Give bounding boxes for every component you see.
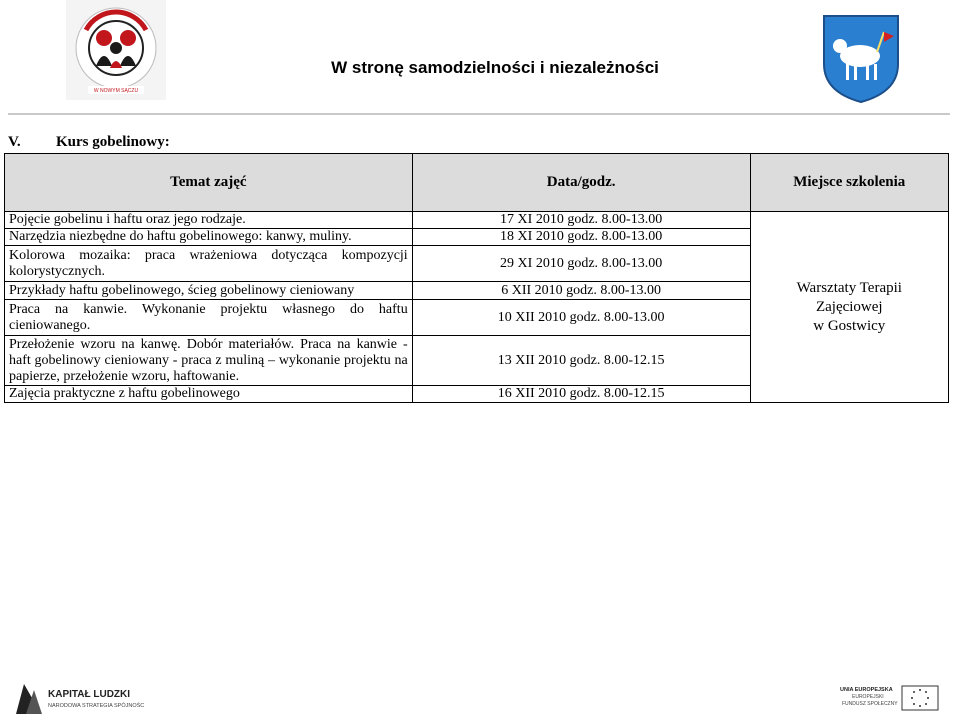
schedule-table [4, 153, 949, 403]
header-date: Data/godz. [412, 154, 750, 212]
pcpr-logo [66, 0, 166, 100]
eu-logo [838, 684, 948, 719]
header-topic: Temat zajęć [5, 154, 413, 212]
place-line: w Gostwicy [813, 317, 886, 334]
section-title: Kurs gobelinowy: [56, 134, 170, 150]
row-date: 17 XI 2010 godz. 8.00-13.00 [412, 212, 750, 229]
pcpr-logo-icon [66, 0, 166, 100]
place-line: Warsztaty Terapii [796, 279, 902, 296]
table-header-row [5, 154, 949, 212]
row-topic: Przełożenie wzoru na kanwę. Dobór materiałów. Praca na kanwie - haft gobelinowy cieniowany - praca z muliną – wykonanie projektu na papierze, przełożenie wzoru, haftowanie. [5, 336, 413, 386]
eu-line2: EUROPEJSKI [852, 694, 884, 700]
pcpr-logo-bottom-text: W NOWYM SĄCZU [93, 88, 139, 94]
row-date: 6 XII 2010 godz. 8.00-13.00 [412, 282, 750, 300]
row-date: 10 XII 2010 godz. 8.00-13.00 [412, 300, 750, 336]
kapital-ludzki-icon [14, 680, 144, 716]
eu-line3: FUNDUSZ SPOŁECZNY [842, 701, 898, 707]
kapital-ludzki-line2: NARODOWA STRATEGIA SPÓJNOŚCI [48, 703, 144, 709]
row-date: 16 XII 2010 godz. 8.00-12.15 [412, 386, 750, 403]
row-topic: Zajęcia praktyczne z haftu gobelinowego [5, 386, 413, 403]
kapital-ludzki-line1: KAPITAŁ LUDZKI [48, 689, 131, 700]
row-topic: Kolorowa mozaika: praca wrażeniowa dotycząca kompozycji kolorystycznych. [5, 246, 413, 282]
section-heading [8, 134, 170, 151]
training-place [750, 212, 948, 403]
row-topic: Pojęcie gobelinu i haftu oraz jego rodzaje. [5, 212, 413, 229]
header-divider [8, 113, 950, 115]
eu-line1: UNIA EUROPEJSKA [840, 687, 893, 693]
kapital-ludzki-logo [14, 680, 144, 721]
row-topic: Praca na kanwie. Wykonanie projektu własnego do haftu cieniowanego. [5, 300, 413, 336]
row-date: 18 XI 2010 godz. 8.00-13.00 [412, 229, 750, 246]
header-place: Miejsce szkolenia [750, 154, 948, 212]
eu-flag-icon [838, 684, 948, 714]
coat-of-arms-icon [820, 12, 902, 104]
place-line: Zajęciowej [815, 298, 883, 315]
row-date: 29 XI 2010 godz. 8.00-13.00 [412, 246, 750, 282]
table-row [5, 212, 949, 229]
page-header-title: W stronę samodzielności i niezależności [331, 58, 659, 77]
row-topic: Narzędzia niezbędne do haftu gobelinowego: kanwy, muliny. [5, 229, 413, 246]
row-date: 13 XII 2010 godz. 8.00-12.15 [412, 336, 750, 386]
row-topic: Przykłady haftu gobelinowego, ścieg gobelinowy cieniowany [5, 282, 413, 300]
section-number: V. [8, 134, 21, 150]
